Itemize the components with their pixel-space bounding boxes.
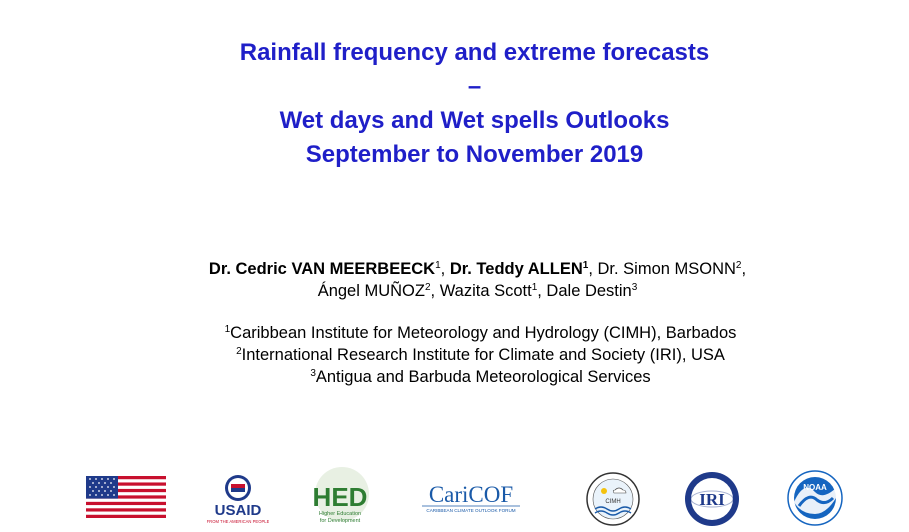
author-name: , Dr. Simon MSONN (588, 260, 736, 278)
author-affil-sup: 3 (631, 282, 638, 293)
author-name: Dr. Cedric VAN MEERBEECK (208, 260, 436, 278)
iri-name: IRI (699, 490, 725, 509)
author-affil-sup: 1 (582, 260, 589, 271)
author-affil-sup: 1 (531, 282, 538, 293)
author-affil-sup: 2 (424, 282, 431, 293)
us-flag-icon (86, 476, 166, 518)
cimh-logo (585, 472, 641, 526)
author-line-2 (0, 280, 909, 302)
affiliation-item: $^3$Antigua and Barbuda Meteorological Services (310, 368, 651, 386)
cimh-name: CIMH (605, 499, 621, 505)
usaid-tagline: FROM THE AMERICAN PEOPLE (207, 519, 269, 524)
author-name: Ángel MUÑOZ (317, 282, 425, 300)
hed-tagline-2: for Development (319, 518, 361, 524)
author-name: , Dale Destin (537, 282, 632, 300)
author-name: , Wazita Scott (430, 282, 532, 300)
title-line-3: Wet days and Wet spells Outlooks (279, 107, 670, 134)
hed-logo (306, 466, 374, 528)
affiliation-list (0, 322, 909, 388)
usaid-name: USAID (214, 502, 262, 519)
usaid-logo (207, 474, 269, 526)
hed-tagline-1: Higher Education (318, 511, 362, 517)
iri-logo (683, 470, 741, 528)
author-affil-sup: 1 (435, 260, 441, 271)
noaa-logo (787, 470, 843, 526)
noaa-name: NOAA (803, 483, 827, 492)
title-line-2: – (467, 73, 482, 100)
author-line-1: Dr. Cedric VAN MEERBEECK$^1$, Dr. Teddy ALLEN$^1$, Dr. Simon MSONN$^2$, (208, 260, 747, 278)
author-name: Dr. Teddy ALLEN (449, 260, 583, 278)
title-block (0, 36, 909, 172)
caricof-name: CariCOF (428, 482, 514, 507)
caricof-logo (418, 480, 524, 516)
hed-name: HED (312, 482, 368, 512)
title-line-1: Rainfall frequency and extreme forecasts (239, 39, 710, 66)
author-affil-sup: 2 (735, 260, 742, 271)
caricof-tagline: CARIBBEAN CLIMATE OUTLOOK FORUM (426, 508, 516, 513)
affiliation-item: $^2$International Research Institute for Climate and Society (IRI), USA (236, 346, 725, 364)
author-list (0, 258, 909, 302)
affiliation-item: $^1$Caribbean Institute for Meteorology and Hydrology (CIMH), Barbados (224, 324, 737, 342)
title-line-4: September to November 2019 (305, 141, 644, 168)
